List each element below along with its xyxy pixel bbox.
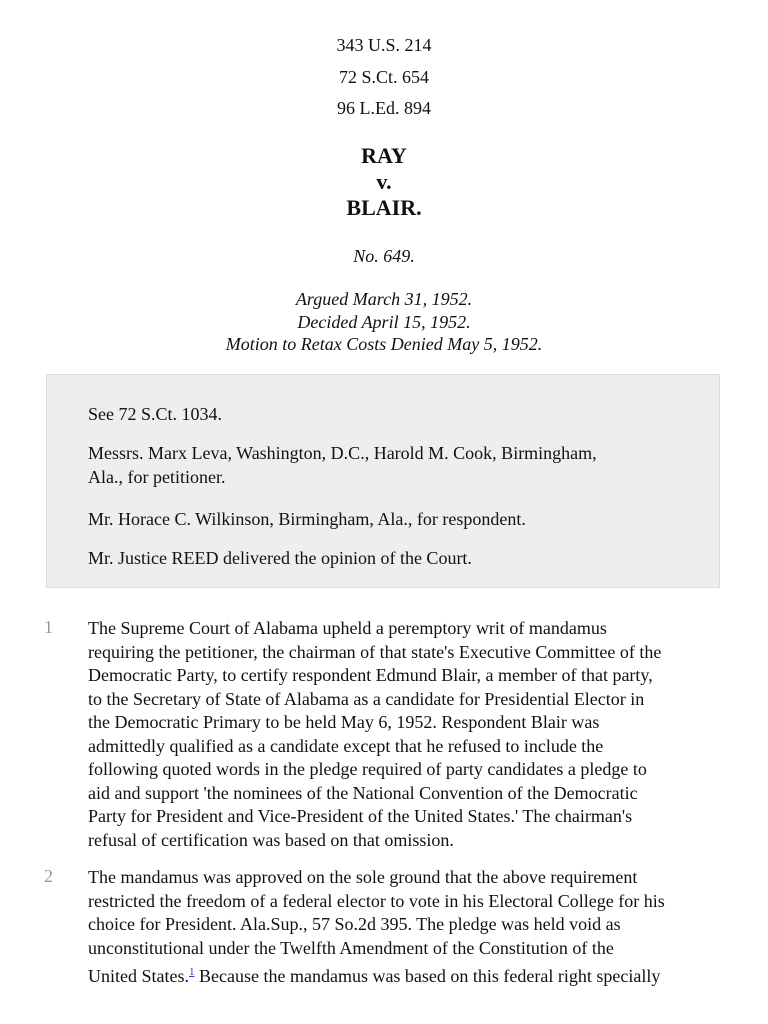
argued-date: Argued March 31, 1952. xyxy=(295,289,473,309)
case-title xyxy=(0,143,768,221)
decided-date: Decided April 15, 1952. xyxy=(297,311,471,332)
paragraph-text xyxy=(88,617,661,852)
retax-date: Motion to Retax Costs Denied May 5, 1952. xyxy=(225,334,543,354)
petitioner-counsel-line: Messrs. Marx Leva, Washington, D.C., Harold M. Cook, Birmingham, xyxy=(88,443,597,463)
citations xyxy=(0,30,768,125)
see-also: See 72 S.Ct. 1034. xyxy=(88,404,223,424)
paragraph-text xyxy=(88,866,665,989)
citation-led: 96 L.Ed. 894 xyxy=(337,98,431,118)
paragraph-number: 2 xyxy=(44,866,53,886)
petitioner-counsel-line: Ala., for petitioner. xyxy=(88,466,226,487)
text-line: following quoted words in the pledge required of party candidates a pledge to xyxy=(88,759,647,779)
citation-sct: 72 S.Ct. 654 xyxy=(338,66,430,87)
paragraph-number: 1 xyxy=(44,617,53,637)
text-line: The Supreme Court of Alabama upheld a peremptory writ of mandamus xyxy=(88,618,607,638)
text-fragment: United States. xyxy=(88,966,189,986)
text-line: Democratic Party, to certify respondent Edmund Blair, a member of that party, xyxy=(88,665,653,685)
text-line: unconstitutional under the Twelfth Amendment of the Constitution of the xyxy=(88,937,614,958)
text-line xyxy=(88,960,665,989)
respondent-name: BLAIR. xyxy=(346,195,422,220)
versus: v. xyxy=(376,169,392,194)
text-line: The mandamus was approved on the sole ground that the above requirement xyxy=(88,867,638,887)
docket-number: No. 649. xyxy=(353,246,415,266)
text-line: requiring the petitioner, the chairman of that state's Executive Committee of the xyxy=(88,641,662,662)
footnote-link[interactable]: 1 xyxy=(189,966,195,978)
text-fragment: Because the mandamus was based on this federal right specially xyxy=(194,966,661,986)
case-dates xyxy=(0,288,768,356)
citation-us: 343 U.S. 214 xyxy=(336,35,432,55)
text-line: admittedly qualified as a candidate except that he refused to include the xyxy=(88,735,604,756)
text-line: refusal of certification was based on that omission. xyxy=(88,829,454,850)
text-line: choice for President. Ala.Sup., 57 So.2d 395. The pledge was held void as xyxy=(88,914,621,934)
text-line: Party for President and Vice-President of the United States.' The chairman's xyxy=(88,806,633,826)
petitioner-counsel xyxy=(88,442,597,489)
text-line: restricted the freedom of a federal elector to vote in his Electoral College for his xyxy=(88,890,665,911)
respondent-counsel: Mr. Horace C. Wilkinson, Birmingham, Ala., for respondent. xyxy=(88,509,526,529)
opinion-author: Mr. Justice REED delivered the opinion of the Court. xyxy=(88,548,472,568)
petitioner-name: RAY xyxy=(361,143,407,168)
text-line: aid and support 'the nominees of the National Convention of the Democratic xyxy=(88,782,638,803)
text-line: to the Secretary of State of Alabama as a candidate for Presidential Elector in xyxy=(88,688,645,709)
syllabus-box xyxy=(46,374,720,588)
text-line: the Democratic Primary to be held May 6, 1952. Respondent Blair was xyxy=(88,712,600,732)
